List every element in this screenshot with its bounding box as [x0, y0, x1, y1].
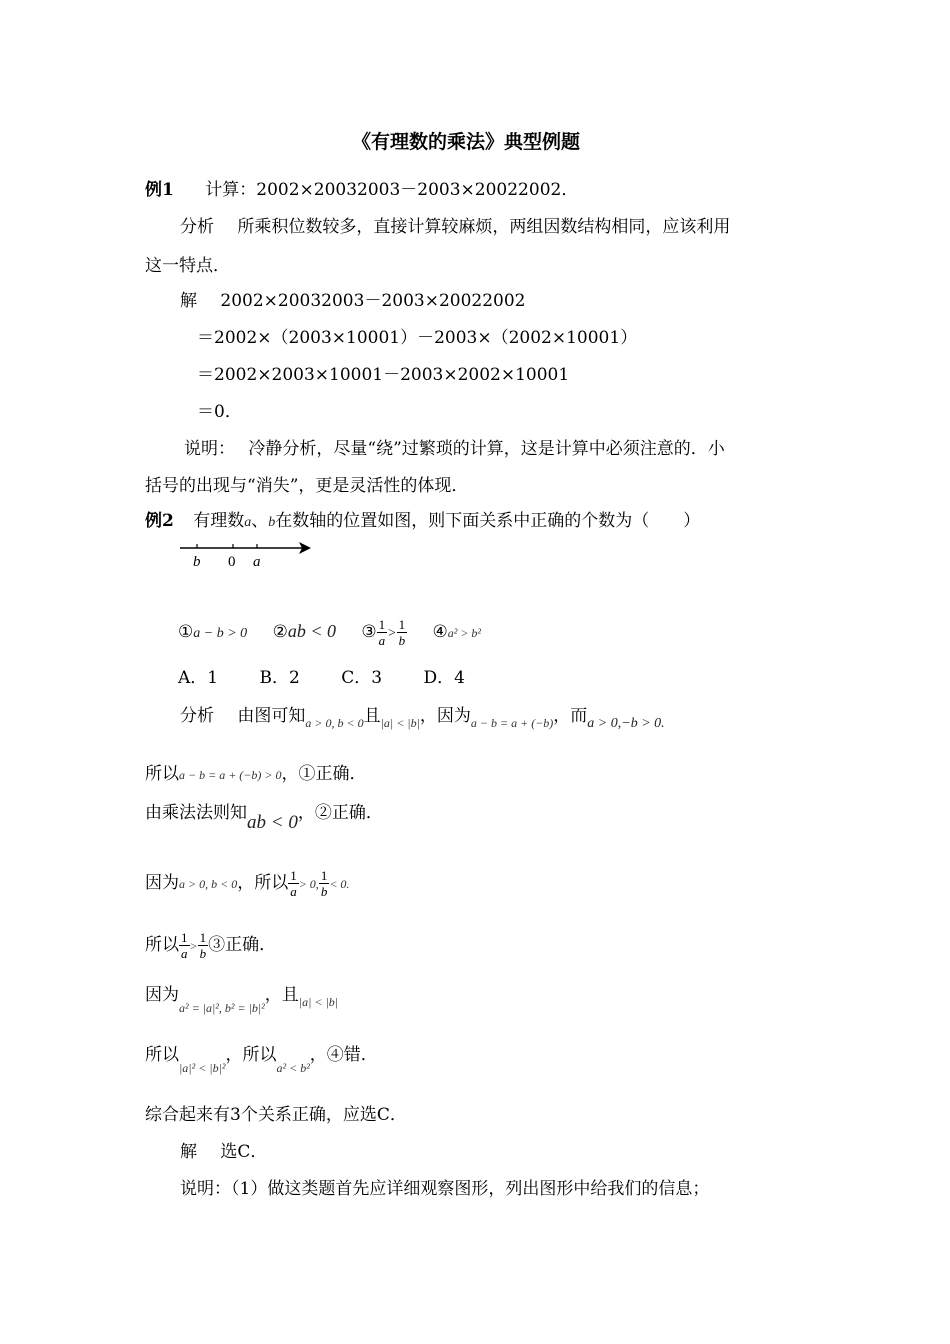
option-4-mark: ④	[432, 622, 448, 642]
analysis-math-3: a − b = a + (−b)	[470, 716, 554, 730]
solution-step-1: 2002×20032003－2003×20022002	[220, 291, 526, 311]
example-1-solution	[180, 289, 525, 313]
var-a: a	[244, 515, 252, 530]
option-3-frac-a: $\frac{1}{a}$	[378, 617, 386, 648]
derivation-math-3: a > 0, b < 0	[179, 877, 238, 891]
note-text: 冷静分析，尽量“绕”过繁琐的计算，这是计算中必须注意的．小	[248, 439, 725, 459]
solution-label: 解	[180, 291, 197, 311]
derivation-line-4: 所以 $\frac{1}{a}$ > $\frac{1}{b}$ ③正确．	[145, 930, 277, 961]
choice-b: B．2	[259, 668, 300, 688]
note-text-2: （1）做这类题首先应详细观察图形，列出图形中给我们的信息；	[231, 1179, 710, 1199]
solution-step-2: ＝2002×（2003×10001）－2003×（2002×10001）	[197, 328, 638, 348]
analysis-text-cont: 这一特点．	[145, 256, 230, 276]
example-2-label: 例2	[145, 511, 174, 531]
derivation-math-2: ab < 0	[247, 812, 298, 833]
frac-1-over-b: $\frac{1}{b}$	[320, 868, 328, 899]
frac-1-over-a: $\frac{1}{a}$	[290, 868, 297, 899]
analysis-text-4: ，而	[553, 706, 588, 726]
option-2-mark: ②	[272, 622, 288, 642]
choice-d: D．4	[423, 668, 465, 688]
analysis-math-1: a > 0, b < 0	[305, 716, 364, 730]
note-label: 说明：	[184, 439, 235, 459]
option-3-frac-b: $\frac{1}{b}$	[398, 617, 406, 648]
option-1-mark: ①	[178, 622, 194, 642]
derivation-line-5: 因为$_{a^2 = |a|^2, b^2 = |b|^2}$，且$_{|a| < |b|}$	[145, 985, 339, 1015]
options-row	[178, 617, 481, 648]
analysis-text-1: 由图可知	[237, 706, 306, 726]
label-b: b	[193, 554, 201, 570]
example-1-question-text: 计算：2002×20032003－2003×20022002．	[205, 180, 579, 200]
derivation-math-1: a − b = a + (−b) > 0	[179, 768, 282, 782]
derivation-line-3: 因为a > 0, b < 0，所以 $\frac{1}{a}$ > 0, $\frac{1}{b}$ < 0.	[145, 868, 350, 899]
analysis-text-2: 且	[363, 706, 381, 726]
analysis-math-2: |a| < |b|	[380, 716, 420, 730]
solution-text-2: 选C．	[220, 1142, 268, 1162]
derivation-line-6: 所以$_{|a|^2 < |b|^2}$，所以$_{a^2 < b^2}$，④错．	[145, 1045, 378, 1075]
frac-1-over-b-2: $\frac{1}{b}$	[199, 930, 207, 961]
derivation-line-2: 由乘法法则知ab < 0，②正确．	[145, 803, 383, 833]
derivation-math-5: a² = |a|², b² = |b|²	[179, 1001, 265, 1015]
frac-1-over-a-2: $\frac{1}{a}$	[181, 930, 188, 961]
example-1-label: 例1	[145, 180, 174, 200]
label-zero: 0	[228, 554, 236, 570]
label-a: a	[253, 554, 261, 570]
analysis-label: 分析	[180, 217, 214, 237]
derivation-line-1: 所以a − b = a + (−b) > 0，①正确．	[145, 764, 367, 784]
page-title: 《有理数的乘法》典型例题	[352, 131, 581, 153]
option-1: a − b > 0	[193, 626, 248, 641]
derivation-math-5b: |a| < |b|	[298, 995, 339, 1009]
choice-a: A．1	[178, 668, 219, 688]
note-text-cont: 括号的出现与“消失”，更是灵活性的体现．	[145, 476, 469, 496]
conclusion: 综合起来有3个关系正确，应选C．	[145, 1105, 407, 1125]
derivation-math-6: |a|² < |b|²	[179, 1061, 226, 1075]
example-2-note	[180, 1177, 709, 1201]
question-text-2: 在数轴的位置如图，则下面关系中正确的个数为（ ）	[275, 511, 701, 531]
example-2-question	[145, 509, 700, 535]
analysis-text: 所乘积位数较多，直接计算较麻烦，两组因数结构相同，应该利用	[237, 217, 731, 237]
example-2-solution	[180, 1140, 267, 1164]
number-line-figure	[175, 538, 315, 574]
example-2-analysis	[180, 704, 665, 730]
analysis-math-4: a > 0,−b > 0.	[587, 716, 665, 731]
option-3-rel: >	[387, 626, 397, 641]
example-1-note	[184, 437, 725, 461]
choice-c: C．3	[341, 668, 383, 688]
analysis-label-2: 分析	[180, 706, 214, 726]
note-label-2: 说明：	[180, 1179, 231, 1199]
analysis-text-3: ，因为	[419, 706, 471, 726]
solution-step-4: ＝0．	[197, 402, 242, 422]
example-1-analysis	[180, 215, 730, 239]
question-sep: 、	[251, 511, 269, 531]
choices-row	[178, 666, 465, 690]
option-3-mark: ③	[361, 622, 377, 642]
derivation-math-6b: a² < b²	[276, 1061, 310, 1075]
question-text-1: 有理数	[193, 511, 245, 531]
option-4: a² > b²	[447, 626, 482, 640]
solution-label-2: 解	[180, 1142, 197, 1162]
example-1-question	[145, 178, 578, 202]
option-2: ab < 0	[287, 621, 336, 641]
var-b: b	[268, 515, 276, 530]
solution-step-3: ＝2002×2003×10001－2003×2002×10001	[197, 365, 570, 385]
